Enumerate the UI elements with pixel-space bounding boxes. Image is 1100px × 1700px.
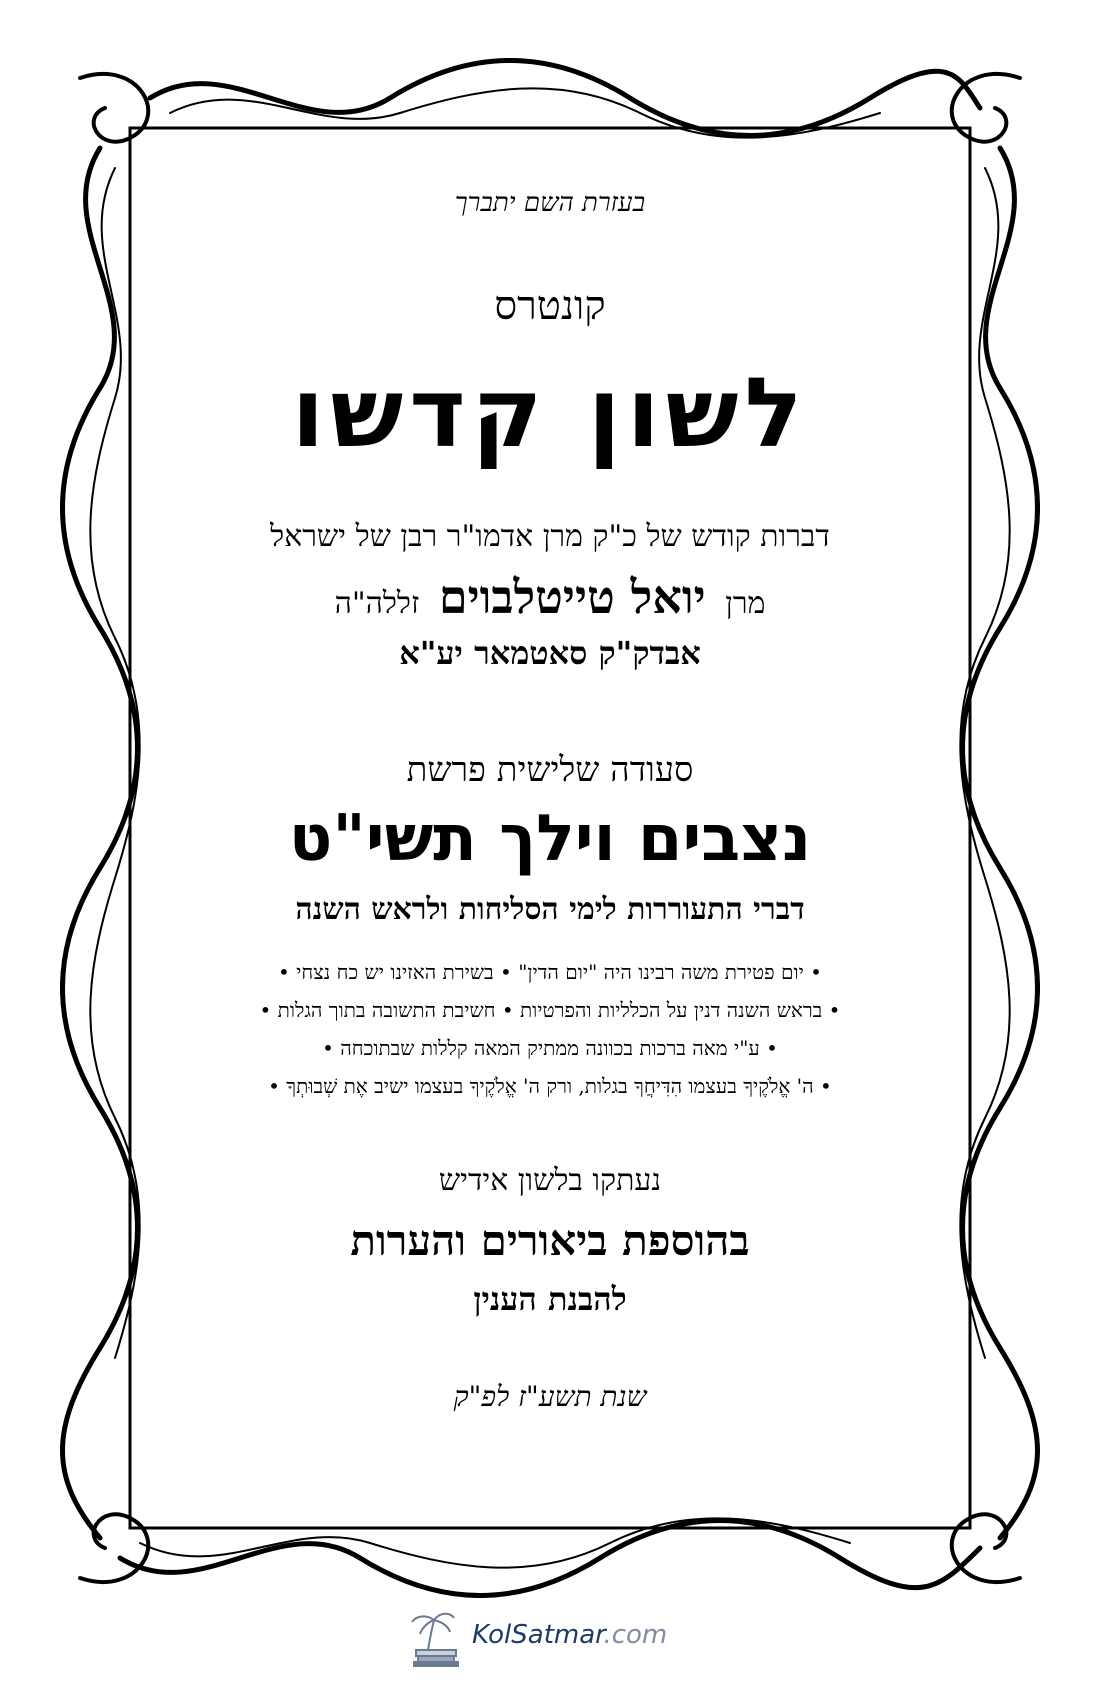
topic-line: • יום פטירת משה רבינו היה "יום הדין" • בשירת האזינו יש כח נצחי • (278, 960, 822, 984)
author-intro-line: דברות קודש של כ"ק מרן אדמו"ר רבן של ישראל (270, 519, 830, 554)
author-prefix: מרן (725, 586, 766, 621)
occasion-line: סעודה שלישית פרשת (406, 750, 694, 790)
topic-line: • בראש השנה דנין על הכלליות והפרטיות • חשיבת התשובה בתוך הגלות • (259, 998, 841, 1022)
title-page-content (160, 170, 940, 1414)
understanding-note: להבנת הענין (473, 1280, 627, 1318)
logo-text (472, 1620, 667, 1650)
palm-tree-books-icon (408, 1610, 464, 1668)
topic-line: • ע"י מאה ברכות בכוונה ממתיק המאה קללות שבתוכחה • (322, 1036, 778, 1060)
publication-year: שנת תשע"ז לפ"ק (453, 1380, 647, 1413)
topics-list (160, 953, 940, 1105)
author-name-line (160, 570, 940, 624)
additions-note: בהוספת ביאורים והערות (350, 1216, 750, 1265)
kolsatmar-logo (408, 1610, 728, 1670)
occasion-subtitle: דברי התעוררות לימי הסליחות ולראש השנה (295, 892, 805, 927)
author-suffix: זללה"ה (334, 586, 420, 621)
logo-tld: .com (603, 1620, 668, 1650)
author-city: אבדק"ק סאטמאר יע"א (399, 634, 701, 672)
author-name: יואל טייטלבוים (438, 570, 706, 624)
topic-line: • ה' אֱלֹקֶיךָ בעצמו הִדִּיחֲךָ בגלות, ורק ה' אֱלֹקֶיךָ בעצמו ישיב אֶת שְׁבוּתְךָ • (268, 1074, 832, 1098)
logo-name: KolSatmar (472, 1620, 604, 1650)
book-title: לשון קדשו (291, 357, 809, 469)
parsha-title: נצבים וילך תשי"ט (288, 802, 812, 876)
translation-note: נעתקו בלשון אידיש (438, 1163, 662, 1198)
blessing-header: בעזרת השם יתברך (454, 188, 646, 218)
kuntres-label: קונטרס (494, 283, 606, 329)
